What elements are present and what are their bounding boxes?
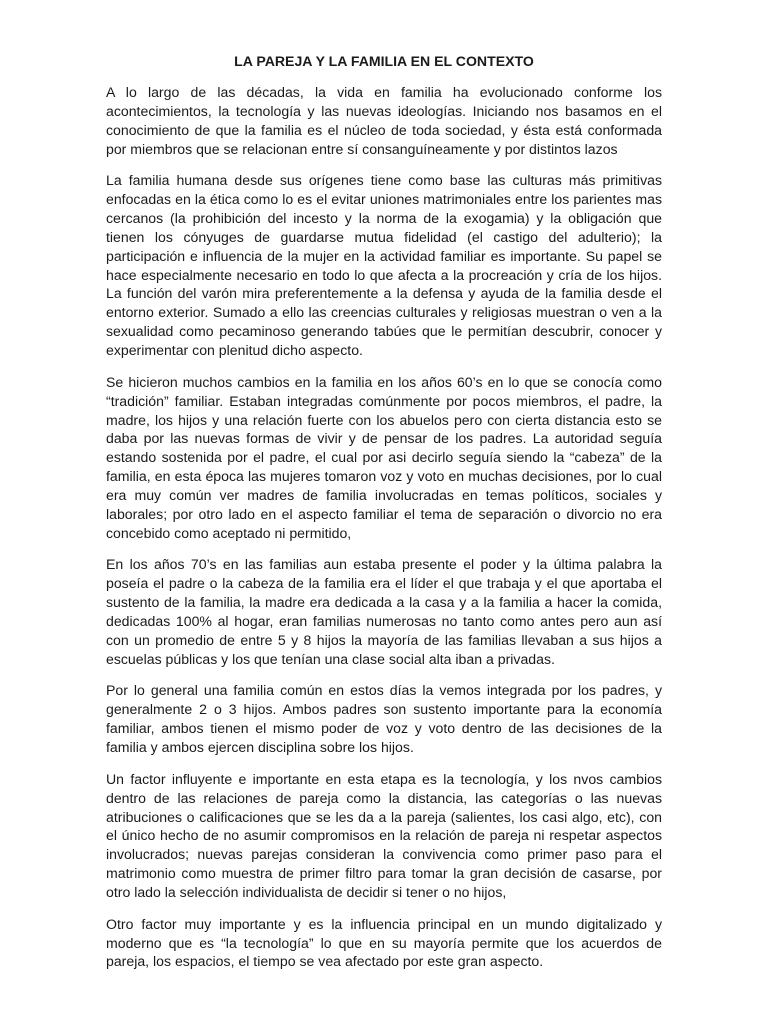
paragraph-4: En los años 70’s en las familias aun estaba presente el poder y la última palabra la poseía el padre o la cabeza de la familia era el líder el que trabaja y el que aportaba el sustento de la familia, la madre era dedicada a la casa y a la familia a hacer la comida, dedicadas 100% al hogar, eran familias numerosas no tanto como antes pero aun así con un promedio de entre 5 y 8 hijos la mayoría de las familias llevaban a sus hijos a escuelas públicas y los que tenían una clase social alta iban a privadas. [106,556,662,667]
paragraph-6: Un factor influyente e importante en esta etapa es la tecnología, y los nvos cambios dentro de las relaciones de pareja como la distancia, las categorías o las nuevas atribuciones o calificaciones que se les da a la pareja (salientes, los casi algo, etc), con el único hecho de no asumir compromisos en la relación de pareja ni respetar aspectos involucrados; nuevas parejas consideran la convivencia como primer paso para el matrimonio como muestra de primer filtro para tomar la gran decisión de casarse, por otro lado la selección individualista de decidir si tener o no hijos, [106,770,662,900]
paragraph-5: Por lo general una familia común en estos días la vemos integrada por los padres, y generalmente 2 o 3 hijos. Ambos padres son sustento importante para la economía familiar, ambos tienen el mismo poder de voz y voto dentro de las decisiones de la familia y ambos ejercen disciplina sobre los hijos. [106,682,662,755]
paragraph-3: Se hicieron muchos cambios en la familia en los años 60’s en lo que se conocía como “tradición” familiar. Estaban integradas comúnmente por pocos miembros, el padre, la madre, los hijos y una relación fuerte con los abuelos pero con cierta distancia esto se daba por las nuevas formas de vivir y de pensar de los padres. La autoridad seguía estando sostenida por el padre, el cual por asi decirlo seguía siendo la “cabeza” de la familia, en esta época las mujeres tomaron voz y voto en muchas decisiones, por lo cual era muy común ver madres de familia involucradas en temas políticos, sociales y laborales; por otro lado en el aspecto familiar el tema de separación o divorcio no era concebido como aceptado ni permitido, [106,373,662,541]
paragraph-7: Otro factor muy importante y es la influencia principal en un mundo digitalizado y moderno que es “la tecnología” lo que en su mayoría permite que los acuerdos de pareja, los espacios, el tiempo se vea afectado por este gran aspecto. [106,915,662,970]
paragraph-1: A lo largo de las décadas, la vida en familia ha evolucionado conforme los acontecimientos, la tecnología y las nuevas ideologías. Iniciando nos basamos en el conocimiento de que la familia es el núcleo de toda sociedad, y ésta está conformada por miembros que se relacionan entre sí consanguíneamente y por distintos lazos [106,84,662,157]
paragraph-2: La familia humana desde sus orígenes tiene como base las culturas más primitivas enfocadas en la ética como lo es el evitar uniones matrimoniales entre los parientes mas cercanos (la prohibición del incesto y la norma de la exogamia) y la obligación que tienen los cónyuges de guardarse mutua fidelidad (el castigo del adulterio); la participación e influencia de la mujer en la actividad familiar es importante. Su papel se hace especialmente necesario en todo lo que afecta a la procreación y cría de los hijos. La función del varón mira preferentemente a la defensa y ayuda de la familia desde el entorno exterior. Sumado a ello las creencias culturales y religiosas muestran o ven a la sexualidad como pecaminoso generando tabúes que le permitían descubrir, conocer y experimentar con plenitud dicho aspecto. [106,172,662,358]
document-title: LA PAREJA Y LA FAMILIA EN EL CONTEXTO [234,53,534,69]
